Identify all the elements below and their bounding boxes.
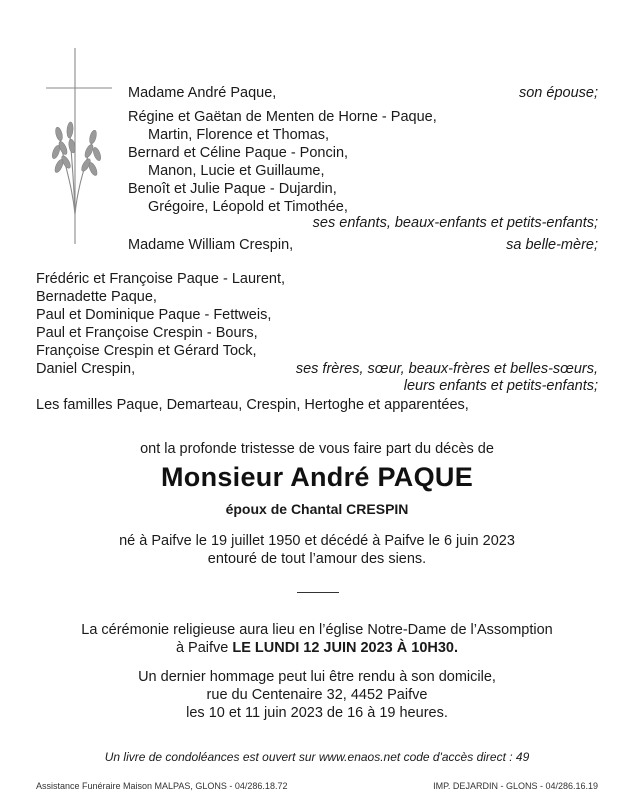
homage-line: Un dernier hommage peut lui être rendu à son domicile, <box>138 669 496 685</box>
sibling-line: Frédéric et Françoise Paque - Laurent, <box>36 271 286 287</box>
footer-printer: IMP. DEJARDIN - GLONS - 04/286.16.19 <box>433 781 598 791</box>
sibling-line: Paul et Dominique Paque - Fettweis, <box>36 307 272 323</box>
divider <box>297 592 339 593</box>
grandchildren-line: Manon, Lucie et Guillaume, <box>148 163 325 179</box>
surrounded-line: entouré de tout l’amour des siens. <box>207 551 427 567</box>
sibling-line: Daniel Crespin, <box>36 361 136 377</box>
sibling-line: Paul et Françoise Crespin - Bours, <box>36 325 258 341</box>
spouse-line: époux de Chantal CRESPIN <box>225 501 409 517</box>
child-line: Bernard et Céline Paque - Poncin, <box>128 145 349 161</box>
grandchildren-line: Grégoire, Léopold et Timothée, <box>148 199 348 215</box>
sibling-line: Françoise Crespin et Gérard Tock, <box>36 343 257 359</box>
wife-name: Madame André Paque, <box>128 85 277 101</box>
ceremony-date-line <box>0 639 634 657</box>
cross-with-wheat-icon <box>42 44 118 254</box>
wife-role: son épouse; <box>518 85 598 101</box>
sibling-line: Bernadette Paque, <box>36 289 157 305</box>
mother-in-law-role: sa belle-mère; <box>506 237 598 253</box>
deceased-name: Monsieur André PAQUE <box>160 462 474 492</box>
siblings-role: ses frères, sœur, beaux-frères et belles-sœurs, <box>295 361 598 377</box>
siblings-descendants-role: leurs enfants et petits-enfants; <box>403 378 598 394</box>
extended-families: Les familles Paque, Demarteau, Crespin, Hertoghe et apparentées, <box>36 397 469 413</box>
child-line: Régine et Gaëtan de Menten de Horne - Paque, <box>128 109 437 125</box>
footer-funeral-home: Assistance Funéraire Maison MALPAS, GLONS - 04/286.18.72 <box>36 781 288 791</box>
ceremony-place: à Paifve <box>175 640 233 656</box>
homage-address: rue du Centenaire 32, 4452 Paifve <box>206 687 428 703</box>
ceremony-date: LE LUNDI 12 JUIN 2023 À 10H30. <box>232 640 459 656</box>
mother-in-law-name: Madame William Crespin, <box>128 237 294 253</box>
ceremony-line: La cérémonie religieuse aura lieu en l’église Notre-Dame de l’Assomption <box>81 622 553 638</box>
condolences-note: Un livre de condoléances est ouvert sur www.enaos.net code d'accès direct : 49 <box>104 750 530 764</box>
homage-dates: les 10 et 11 juin 2023 de 16 à 19 heures. <box>186 705 448 721</box>
announcement-intro: ont la profonde tristesse de vous faire part du décès de <box>140 441 494 457</box>
child-line: Benoît et Julie Paque - Dujardin, <box>128 181 337 197</box>
birth-death-line: né à Paifve le 19 juillet 1950 et décédé à Paifve le 6 juin 2023 <box>119 533 515 549</box>
grandchildren-line: Martin, Florence et Thomas, <box>148 127 330 143</box>
children-role: ses enfants, beaux-enfants et petits-enfants; <box>312 215 598 231</box>
